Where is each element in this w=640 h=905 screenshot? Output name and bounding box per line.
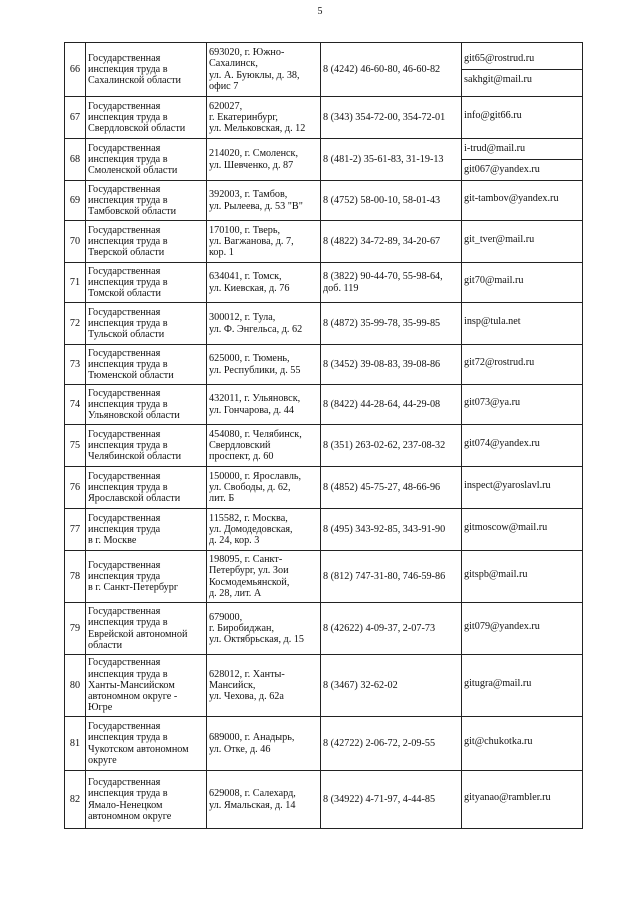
agency-address: 214020, г. Смоленск, ул. Шевченко, д. 87 xyxy=(207,139,321,181)
agency-name: Государственная инспекция труда в Ярославской области xyxy=(86,467,207,509)
agency-email[interactable]: gityanao@rambler.ru xyxy=(464,791,551,803)
agency-address: 628012, г. Ханты- Мансийск, ул. Чехова, д. 62а xyxy=(207,655,321,717)
agency-email[interactable]: gitspb@mail.ru xyxy=(464,568,528,580)
agency-name: Государственная инспекция труда в г. Москве xyxy=(86,509,207,551)
agency-name: Государственная инспекция труда в Ульяновской области xyxy=(86,385,207,425)
agency-address: 454080, г. Челябинск, Свердловский проспект, д. 60 xyxy=(207,425,321,467)
agency-phone: 8 (42622) 4-09-37, 2-07-73 xyxy=(321,603,462,655)
agency-name: Государственная инспекция труда в Челябинской области xyxy=(86,425,207,467)
table-row xyxy=(65,551,583,603)
agency-email[interactable]: git@chukotka.ru xyxy=(464,735,533,747)
agency-phone: 8 (3822) 90-44-70, 55-98-64, доб. 119 xyxy=(321,263,462,303)
agency-name: Государственная инспекция труда в Тверской области xyxy=(86,221,207,263)
agency-phone: 8 (34922) 4-71-97, 4-44-85 xyxy=(321,771,462,829)
agency-email-cell xyxy=(462,303,583,345)
row-number: 71 xyxy=(65,263,86,303)
agency-email[interactable]: gitmoscow@mail.ru xyxy=(464,521,548,533)
agency-name: Государственная инспекция труда в Свердловской области xyxy=(86,97,207,139)
agency-address: 432011, г. Ульяновск, ул. Гончарова, д. 44 xyxy=(207,385,321,425)
row-number: 72 xyxy=(65,303,86,345)
agency-email-cell xyxy=(462,43,583,97)
row-number: 68 xyxy=(65,139,86,181)
agency-address: 300012, г. Тула, ул. Ф. Энгельса, д. 62 xyxy=(207,303,321,345)
agency-email[interactable]: insp@tula.net xyxy=(464,315,521,327)
agency-address: 150000, г. Ярославль, ул. Свободы, д. 62, лит. Б xyxy=(207,467,321,509)
page-number: 5 xyxy=(317,6,323,17)
table-row xyxy=(65,425,583,467)
agency-address: 634041, г. Томск, ул. Киевская, д. 76 xyxy=(207,263,321,303)
row-number: 77 xyxy=(65,509,86,551)
agency-name: Государственная инспекция труда в г. Санкт-Петербург xyxy=(86,551,207,603)
agency-address: 625000, г. Тюмень, ул. Республики, д. 55 xyxy=(207,345,321,385)
agency-address: 392003, г. Тамбов, ул. Рылеева, д. 53 "В" xyxy=(207,181,321,221)
table-row xyxy=(65,655,583,717)
agency-address: 115582, г. Москва, ул. Домодедовская, д. 24, кор. 3 xyxy=(207,509,321,551)
row-number: 67 xyxy=(65,97,86,139)
row-number: 66 xyxy=(65,43,86,97)
agency-email-cell xyxy=(462,345,583,385)
table-row xyxy=(65,771,583,829)
agency-name: Государственная инспекция труда в Тульской области xyxy=(86,303,207,345)
agency-email-cell xyxy=(462,263,583,303)
table-row xyxy=(65,467,583,509)
agency-email[interactable]: gitugra@mail.ru xyxy=(464,677,532,689)
table-row xyxy=(65,717,583,771)
agency-email-cell xyxy=(462,551,583,603)
agency-address: 198095, г. Санкт- Петербург, ул. Зои Космодемьянской, д. 28, лит. А xyxy=(207,551,321,603)
agency-email-cell xyxy=(462,771,583,829)
agency-name: Государственная инспекция труда в Томской области xyxy=(86,263,207,303)
agency-email[interactable]: git-tambov@yandex.ru xyxy=(464,192,559,204)
table-row xyxy=(65,303,583,345)
table-row xyxy=(65,139,583,181)
agency-email[interactable]: i-trud@mail.ru xyxy=(464,143,526,155)
agency-email-cell xyxy=(462,467,583,509)
agency-email[interactable]: git074@yandex.ru xyxy=(464,437,540,449)
agency-email-cell xyxy=(462,603,583,655)
agency-email-cell xyxy=(462,181,583,221)
agency-name: Государственная инспекция труда в Сахалинской области xyxy=(86,43,207,97)
agency-address: 170100, г. Тверь, ул. Вагжанова, д. 7, кор. 1 xyxy=(207,221,321,263)
agency-email[interactable]: git70@mail.ru xyxy=(464,274,524,286)
agency-name: Государственная инспекция труда в Ханты-Мансийском автономном округе - Югре xyxy=(86,655,207,717)
agency-phone: 8 (4242) 46-60-80, 46-60-82 xyxy=(321,43,462,97)
row-number: 80 xyxy=(65,655,86,717)
agency-phone: 8 (343) 354-72-00, 354-72-01 xyxy=(321,97,462,139)
agency-address: 689000, г. Анадырь, ул. Отке, д. 46 xyxy=(207,717,321,771)
table-row xyxy=(65,509,583,551)
table-row xyxy=(65,263,583,303)
agency-address: 679000, г. Биробиджан, ул. Октябрьская, д. 15 xyxy=(207,603,321,655)
agency-phone: 8 (481-2) 35-61-83, 31-19-13 xyxy=(321,139,462,181)
agency-phone: 8 (4852) 45-75-27, 48-66-96 xyxy=(321,467,462,509)
agency-email-cell xyxy=(462,221,583,263)
agency-email-cell xyxy=(462,717,583,771)
agency-name: Государственная инспекция труда в Ямало-Ненецком автономном округе xyxy=(86,771,207,829)
agency-phone: 8 (812) 747-31-80, 746-59-86 xyxy=(321,551,462,603)
agency-address: 620027, г. Екатеринбург, ул. Мельковская, д. 12 xyxy=(207,97,321,139)
row-number: 73 xyxy=(65,345,86,385)
agency-phone: 8 (351) 263-02-62, 237-08-32 xyxy=(321,425,462,467)
agency-email[interactable]: git65@rostrud.ru xyxy=(464,53,535,65)
row-number: 70 xyxy=(65,221,86,263)
agency-email-cell xyxy=(462,385,583,425)
agency-email[interactable]: git_tver@mail.ru xyxy=(464,233,535,245)
table-row xyxy=(65,43,583,97)
row-number: 79 xyxy=(65,603,86,655)
agency-email[interactable]: git72@rostrud.ru xyxy=(464,356,535,368)
agency-name: Государственная инспекция труда в Смоленской области xyxy=(86,139,207,181)
agency-email[interactable]: git079@yandex.ru xyxy=(464,620,540,632)
agency-email-cell xyxy=(462,655,583,717)
table-row xyxy=(65,345,583,385)
agency-name: Государственная инспекция труда в Чукотском автономном округе xyxy=(86,717,207,771)
row-number: 75 xyxy=(65,425,86,467)
agency-phone: 8 (3452) 39-08-83, 39-08-86 xyxy=(321,345,462,385)
agency-email[interactable]: sakhgit@mail.ru xyxy=(462,69,583,86)
agency-email-cell xyxy=(462,425,583,467)
agency-email-cell xyxy=(462,509,583,551)
agency-email[interactable]: git073@ya.ru xyxy=(464,396,521,408)
agency-phone: 8 (4822) 34-72-89, 34-20-67 xyxy=(321,221,462,263)
row-number: 74 xyxy=(65,385,86,425)
agency-phone: 8 (42722) 2-06-72, 2-09-55 xyxy=(321,717,462,771)
agency-address: 693020, г. Южно- Сахалинск, ул. А. Буюклы, д. 38, офис 7 xyxy=(207,43,321,97)
row-number: 76 xyxy=(65,467,86,509)
table-row xyxy=(65,221,583,263)
table-row xyxy=(65,97,583,139)
agency-email-cell xyxy=(462,139,583,181)
row-number: 78 xyxy=(65,551,86,603)
agency-name: Государственная инспекция труда в Еврейской автономной области xyxy=(86,603,207,655)
table-row xyxy=(65,385,583,425)
labor-inspection-table xyxy=(64,42,583,829)
agency-phone: 8 (495) 343-92-85, 343-91-90 xyxy=(321,509,462,551)
agency-email[interactable]: info@git66.ru xyxy=(464,109,522,121)
row-number: 69 xyxy=(65,181,86,221)
table-row xyxy=(65,603,583,655)
agency-phone: 8 (4752) 58-00-10, 58-01-43 xyxy=(321,181,462,221)
agency-phone: 8 (3467) 32-62-02 xyxy=(321,655,462,717)
agency-address: 629008, г. Салехард, ул. Ямальская, д. 14 xyxy=(207,771,321,829)
agency-phone: 8 (4872) 35-99-78, 35-99-85 xyxy=(321,303,462,345)
agency-name: Государственная инспекция труда в Тамбовской области xyxy=(86,181,207,221)
agency-phone: 8 (8422) 44-28-64, 44-29-08 xyxy=(321,385,462,425)
agency-email[interactable]: inspect@yaroslavl.ru xyxy=(464,479,551,491)
agency-email-cell xyxy=(462,97,583,139)
table-row xyxy=(65,181,583,221)
row-number: 81 xyxy=(65,717,86,771)
row-number: 82 xyxy=(65,771,86,829)
agency-email[interactable]: git067@yandex.ru xyxy=(462,159,583,176)
agency-name: Государственная инспекция труда в Тюменской области xyxy=(86,345,207,385)
